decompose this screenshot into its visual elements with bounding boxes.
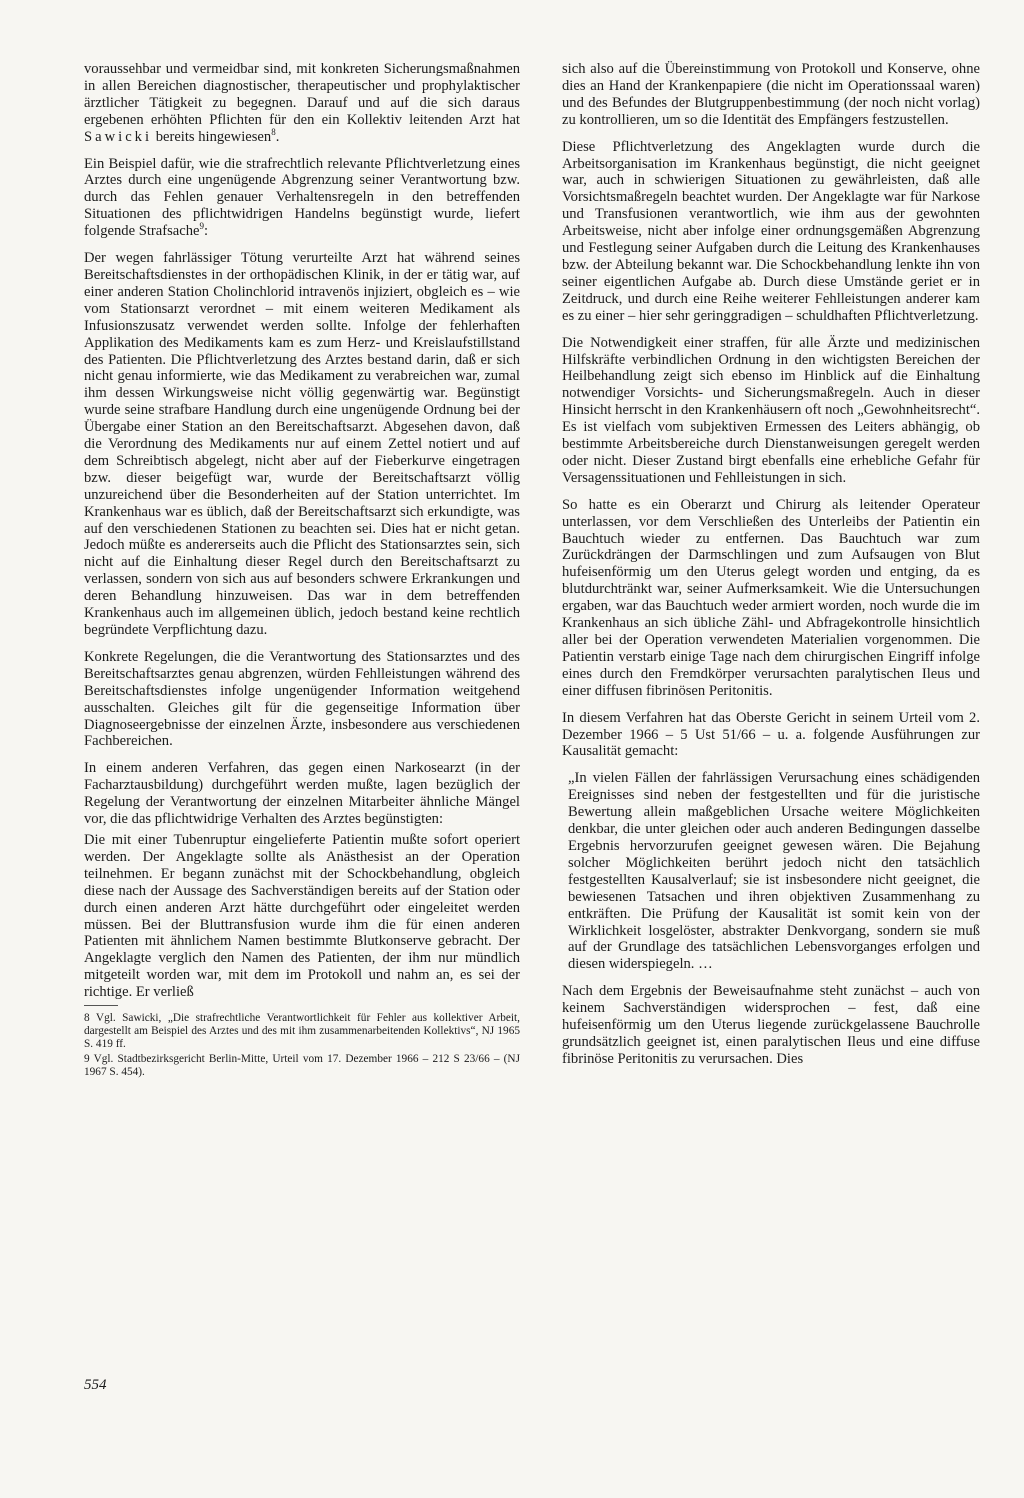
paragraph (84, 156, 520, 241)
paragraph: Konkrete Regelungen, die die Verantwortung des Stationsarztes und des Bereitschaftsarztes genau abgrenzen, würden Fehlleistungen während des Bereitschaftsdienstes infolge ungenügender Information weitgehend ausschalten. Gleiches gilt für die gegenseitige Information über Diagnoseergebnisse der einzelnen Ärzte, insbesondere aus verschiedenen Fachbereichen. (84, 648, 520, 750)
paragraph-text: bereits hingewiesen (155, 128, 272, 145)
paragraph-text: voraussehbar und vermeidbar sind, mit konkreten Sicherungsmaßnahmen in allen Bereichen diagnostischer, therapeutischer und prophylaktischer ärztlicher Tätigkeit zu begegnen. Darauf und auf die sich daraus ergebenen erhöhten Pflichten für den ein Kollektiv leitenden Arzt hat (84, 61, 520, 128)
paragraph: In einem anderen Verfahren, das gegen einen Narkosearzt (in der Facharztausbildung) durchgeführt werden mußte, lagen bezüglich der Regelung der Verantwortung der einzelnen Mitarbeiter ähnliche Mängel vor, die das pflichtwidrige Verhalten des Arztes begünstigten: (84, 760, 520, 828)
paragraph: Nach dem Ergebnis der Beweisaufnahme steht zunächst – auch von keinem Sachverständigen widersprochen – fest, daß eine hufeisenförmig um den Uterus liegende zurückgelassene Bauchrolle grundsätzlich geeignet ist, einen paralytischen Ileus und eine diffuse fibrinöse Peritonitis zu verursachen. Dies (562, 983, 980, 1067)
footnote-9: 9 Vgl. Stadtbezirksgericht Berlin-Mitte, Urteil vom 17. Dezember 1966 – 212 S 23/66 – (NJ 1967 S. 454). (84, 1053, 520, 1079)
paragraph: Die mit einer Tubenruptur eingelieferte Patientin mußte sofort operiert werden. Der Angeklagte sollte als Anästhesist an der Operation teilnehmen. Er begann zunächst mit der Schockbehandlung, obgleich diese nach der Aussage des Sachverständigen bereits auf der Station oder durch einen anderen Arzt hätte durchgeführt oder eingeleitet werden müssen. Bei der Bluttransfusion wurde ihm die für einen anderen Patienten mit ähnlichem Namen bestimmte Blutkonserve gebracht. Der Angeklagte verglich den Namen des Patienten, der ihm nur mündlich mitgeteilt worden war, mit dem im Protokoll und nahm an, es sei der richtige. Er verließ (84, 831, 520, 1001)
paragraph: In diesem Verfahren hat das Oberste Gericht in seinem Urteil vom 2. Dezember 1966 – 5 Ust 51/66 – u. a. folgende Ausführungen zur Kausalität gemacht: (562, 709, 980, 760)
paragraph: sich also auf die Übereinstimmung von Protokoll und Konserve, ohne dies an Hand der Krankenpapiere (die nicht im Operationssaal waren) und des Befundes der Blutgruppenbestimmung (der noch nicht vorlag) zu kontrollieren, um so die Identität des Empfängers festzustellen. (562, 61, 980, 128)
paragraph (84, 61, 520, 146)
footnote-divider (84, 1005, 118, 1006)
paragraph: Die Notwendigkeit einer straffen, für alle Ärzte und medizinischen Hilfskräfte verbindlichen Ordnung in den wichtigsten Bereichen der Heilbehandlung zeigt sich ebenso im Hinblick auf die Einhaltung notwendiger Vorsichts- und Sicherungsmaßregeln. Auch in dieser Hinsicht herrscht in den Krankenhäusern oft noch „Gewohnheitsrecht“. Es ist vielfach vom subjektiven Ermessen des Leiters abhängig, ob bestimmte Arbeitsbereiche durch Dienstanweisungen geregelt werden oder nicht. Dieser Zustand birgt ebenfalls eine erhebliche Gefahr für Versagenssituationen und Fehlleistungen in sich. (562, 334, 980, 486)
punctuation: . (275, 128, 280, 145)
page-number: 554 (84, 1377, 107, 1393)
footnote-marker[interactable]: 8 (271, 126, 276, 137)
author-name: Sawicki (84, 128, 153, 145)
block-quote: „In vielen Fällen der fahrlässigen Verursachung eines schädigenden Ereignisses sind neben der festgestellten und für die juristische Bewertung allein maßgeblichen Ursache weitere Möglichkeiten denkbar, die unter gleichen oder auch anderen Bedingungen dasselbe Ergebnis hervorzurufen geeignet gewesen wären. Die Bejahung solcher Möglichkeiten berührt jedoch nicht den tatsächlich festgestellten Kausalverlauf; sie ist insbesondere nicht geeignet, die bewiesenen Tatsachen und ihren objektiven Zusammenhang zu entkräften. Die Prüfung der Kausalität ist somit kein von der Wirklichkeit losgelöster, abstrakter Denkvorgang, sondern sie muß auf der Grundlage des tatsächlichen Lebensvorganges erfolgen und diesen widerspiegeln. … (568, 770, 980, 973)
left-column (84, 61, 520, 1082)
footnote-8: 8 Vgl. Sawicki, „Die strafrechtliche Verantwortlichkeit für Fehler aus kollektiver Arbeit, dargestellt am Beispiel des Arztes und des mit ihm zusammenarbeitenden Kollektivs“, NJ 1965 S. 419 ff. (84, 1012, 520, 1051)
paragraph: So hatte es ein Oberarzt und Chirurg als leitender Operateur unterlassen, vor dem Verschließen des Unterleibs der Patientin ein Bauchtuch wieder zu entfernen. Das Bauchtuch war zum Zurückdrängen der Darmschlingen und zum Aufsaugen von Blut hufeisenförmig um den Uterus gelegt worden und entging, da es blutdurchtränkt war, seiner Aufmerksamkeit. Wie die Untersuchungen ergaben, war das Bauchtuch weder armiert worden, noch wurde die im Krankenhaus an sich übliche Zähl- und Abfragekontrolle hinsichtlich aller bei der Operation verwendeten Materialien vorgenommen. Die Patientin verstarb einige Tage nach dem chirurgischen Eingriff infolge eines durch den Fremdkörper verursachten paralytischen Ileus und einer diffusen fibrinösen Peritonitis. (562, 496, 980, 699)
footnotes (84, 1012, 520, 1079)
punctuation: : (203, 223, 209, 240)
paragraph: Der wegen fahrlässiger Tötung verurteilte Arzt hat während seines Bereitschaftsdienstes in der orthopädischen Klinik, in der er tätig war, auf einer anderen Station Cholinchlorid intravenös injiziert, obgleich es – wie vom Stationsarzt verordnet – mit einem weiteren Medikament als Infusionszusatz verwendet werden sollte. Infolge der fehlerhaften Applikation des Medikaments kam es zum Herz- und Kreislaufstillstand des Patienten. Die Pflichtverletzung des Arztes bestand darin, daß er sich nicht genau informierte, wie das Medikament zu verabreichen war, zumal ihm dessen Wirkungsweise nicht völlig gegenwärtig war. Begünstigt wurde seine strafbare Handlung durch eine ungenügende Ordnung bei der Übergabe einer Station an den Bereitschaftsarzt. Abgesehen davon, daß die Verordnung des Medikaments nur auf einem Zettel notiert und auf dem Schreibtisch abgelegt, nicht aber auf der Fieberkurve eingetragen bzw. dieser beigefügt war, wurde der Bereitschaftsarzt völlig unzureichend über die Besonderheiten auf der Station unterrichtet. Im Krankenhaus war es üblich, daß der Bereitschaftsarzt sich erkundigte, was auf den verschiedenen Stationen zu beachten sei. Dies hat er nicht getan. Jedoch müßte es andererseits auch die Pflicht des Stationsarztes sein, sich nicht auf die Einhaltung dieser Regel durch den Bereitschaftsarzt zu verlassen, sondern von sich aus auf besonders schwere Erkrankungen und deren Behandlung hinzuweisen. Das war in dem betreffenden Krankenhaus auch im allgemeinen üblich, jedoch bestand keine rechtlich begründete Verpflichtung dazu. (84, 250, 520, 638)
right-column (562, 61, 980, 1078)
paragraph-text: Ein Beispiel dafür, wie die strafrechtlich relevante Pflichtverletzung eines Arztes durch eine ungenügende Abgrenzung seiner Verantwortung bzw. durch das Fehlen genauer Verhaltensregeln in den betreffenden Situationen des pflichtwidrigen Handelns begünstigt wurde, liefert folgende Strafsache (84, 155, 520, 240)
footnote-marker[interactable]: 9 (199, 221, 204, 232)
paragraph: Diese Pflichtverletzung des Angeklagten wurde durch die Arbeitsorganisation im Krankenhaus begünstigt, die nicht geeignet war, auch in schwierigen Situationen zu gewährleisten, daß alle Vorsichtsmaßregeln beachtet wurden. Der Angeklagte war für Narkose und Transfusionen verantwortlich, wie ihm aus der gewohnten Arbeitsweise, nicht aber infolge einer ordnungsgemäßen Abgrenzung und Festlegung seiner Aufgaben durch die Leitung des Krankenhauses bzw. der Abteilung bekannt war. Die Schockbehandlung lenkte ihn von seiner eigentlichen Aufgabe ab. Durch diese Umstände geriet er in Zeitdruck, und durch eine Reihe weiterer Fehlleistungen anderer kam es zu einer – hier sehr geringgradigen – schuldhaften Pflichtverletzung. (562, 138, 980, 324)
